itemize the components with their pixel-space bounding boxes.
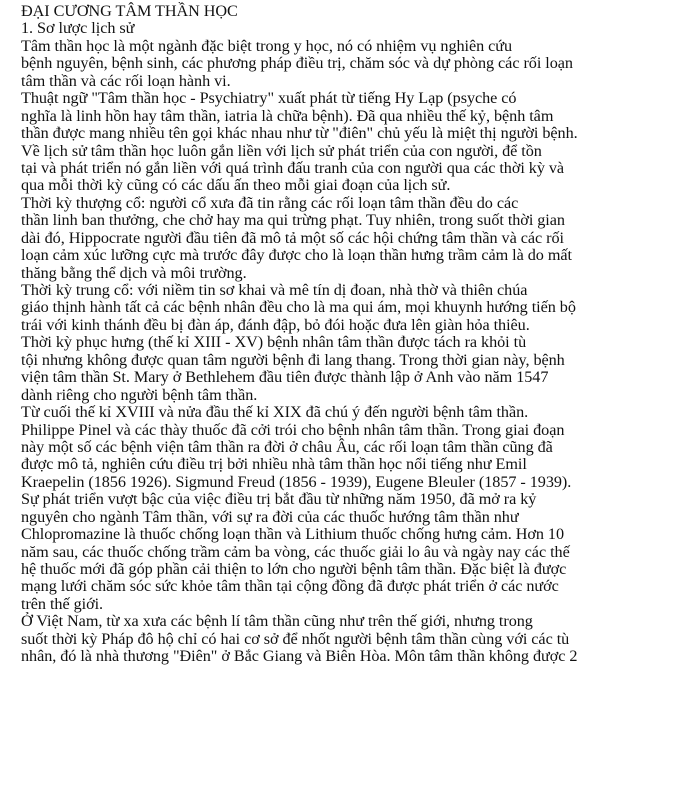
text-line: Từ cuối thế kỉ XVIII và nửa đầu thế kỉ XIX đã chú ý đến người bệnh tâm thần. — [21, 403, 529, 422]
text-line: giáo thịnh hành tất cả các bệnh nhân đều cho là ma qui ám, mọi khuynh hướng tiến bộ — [21, 298, 576, 317]
text-line: thần được mang nhiều tên gọi khác nhau như từ "điên" chủ yếu là miệt thị người bệnh. — [21, 124, 578, 143]
text-line: nghĩa là linh hồn hay tâm thần, iatria là chữa bệnh). Đã qua nhiều thế kỷ, bệnh tâm — [21, 106, 554, 125]
text-line: Sự phát triển vượt bậc của việc điều trị bắt đầu từ những năm 1950, đã mở ra kỷ — [21, 490, 537, 509]
text-line: trái với kinh thánh đều bị đàn áp, đánh đập, bỏ đói hoặc đưa lên giàn hỏa thiêu. — [21, 315, 530, 334]
text-line: viện tâm thần St. Mary ở Bethlehem đầu tiên được thành lập ở Anh vào năm 1547 — [21, 368, 549, 387]
text-line: thần linh ban thưởng, che chở hay ma qui trừng phạt. Tuy nhiên, trong suốt thời gian — [21, 211, 565, 230]
text-line: trên thế giới. — [21, 594, 104, 613]
document-body — [21, 3, 671, 666]
body-text — [21, 38, 671, 666]
text-line: mạng lưới chăm sóc sức khỏe tâm thần tại cộng đồng đã được phát triển ở các nước — [21, 577, 559, 596]
text-line: Philippe Pinel và các thày thuốc đã cởi trói cho bệnh nhân tâm thần. Trong giai đoạn — [21, 420, 565, 439]
text-line: Thời kỳ thượng cổ: người cổ xưa đã tin rằng các rối loạn tâm thần đều do các — [21, 193, 519, 212]
text-line: Tâm thần học là một ngành đặc biệt trong y học, nó có nhiệm vụ nghiên cứu — [21, 36, 513, 55]
text-line: nguyên cho ngành Tâm thần, với sự ra đời của các thuốc hướng tâm thần như — [21, 507, 519, 526]
text-line: Thời kỳ phục hưng (thế kỉ XIII - XV) bệnh nhân tâm thần được tách ra khỏi tù — [21, 333, 527, 352]
text-line: qua mỗi thời kỳ cũng có các dấu ấn theo mỗi giai đoạn của lịch sử. — [21, 176, 451, 195]
text-line: dành riêng cho người bệnh tâm thần. — [21, 385, 258, 404]
text-line: này một số các bệnh viện tâm thần ra đời ở châu Âu, các rối loạn tâm thần cũng đã — [21, 437, 553, 456]
text-line: loạn cảm xúc lưỡng cực mà trước đây được cho là loạn thần hưng trầm cảm là do mất — [21, 246, 572, 265]
text-line: tại và phát triển nó gắn liền với quá trình đấu tranh của con người qua các thời kỳ và — [21, 158, 565, 177]
text-line: Thuật ngữ "Tâm thần học - Psychiatry" xuất phát từ tiếng Hy Lạp (psyche có — [21, 89, 517, 108]
text-line: Thời kỳ trung cổ: với niềm tin sơ khai và mê tín dị đoan, nhà thờ và thiên chúa — [21, 281, 528, 299]
text-line: tâm thần và các rối loạn hành vi. — [21, 71, 231, 90]
text-line: Kraepelin (1856 1926). Sigmund Freud (1856 - 1939), Eugene Bleuler (1857 - 1939). — [21, 472, 572, 491]
text-line: Chlopromazine là thuốc chống loạn thần và Lithium thuốc chống hưng cảm. Hơn 10 — [21, 525, 565, 544]
text-line: Ở Việt Nam, từ xa xưa các bệnh lí tâm thần cũng như trên thế giới, nhưng trong — [21, 612, 533, 631]
text-line: nhân, đó là nhà thương "Điên" ở Bắc Giang và Biên Hòa. Môn tâm thần không được 2 — [21, 647, 578, 666]
text-line: hệ thuốc mới đã góp phần cải thiện to lớn cho người bệnh tâm thần. Đặc biệt là được — [21, 560, 567, 578]
text-line: dài đó, Hippocrate người đầu tiên đã mô tả một số các hội chứng tâm thần và các rối — [21, 228, 564, 247]
text-line: bệnh nguyên, bệnh sinh, các phương pháp điều trị, chăm sóc và dự phòng các rối loạn — [21, 54, 573, 73]
text-line: được mô tả, nghiên cứu điều trị bởi nhiều nhà tâm thần học nổi tiếng như Emil — [21, 455, 527, 474]
document-title: ĐẠI CƯƠNG TÂM THẦN HỌC — [21, 2, 238, 20]
text-line: thăng bằng thể dịch và môi trường. — [21, 263, 247, 282]
text-line: năm sau, các thuốc chống trầm cảm ba vòng, các thuốc giải lo âu và ngày nay các thế — [21, 542, 570, 561]
text-line: tội nhưng không được quan tâm người bệnh đi lang thang. Trong thời gian này, bệnh — [21, 350, 565, 369]
text-line: Về lịch sử tâm thần học luôn gắn liền với lịch sử phát triển của con người, để tồn — [21, 141, 542, 160]
text-line: suốt thời kỳ Pháp đô hộ chỉ có hai cơ sở để nhốt người bệnh tâm thần cùng với các tù — [21, 629, 570, 648]
section-heading: 1. Sơ lược lịch sử — [21, 19, 135, 38]
